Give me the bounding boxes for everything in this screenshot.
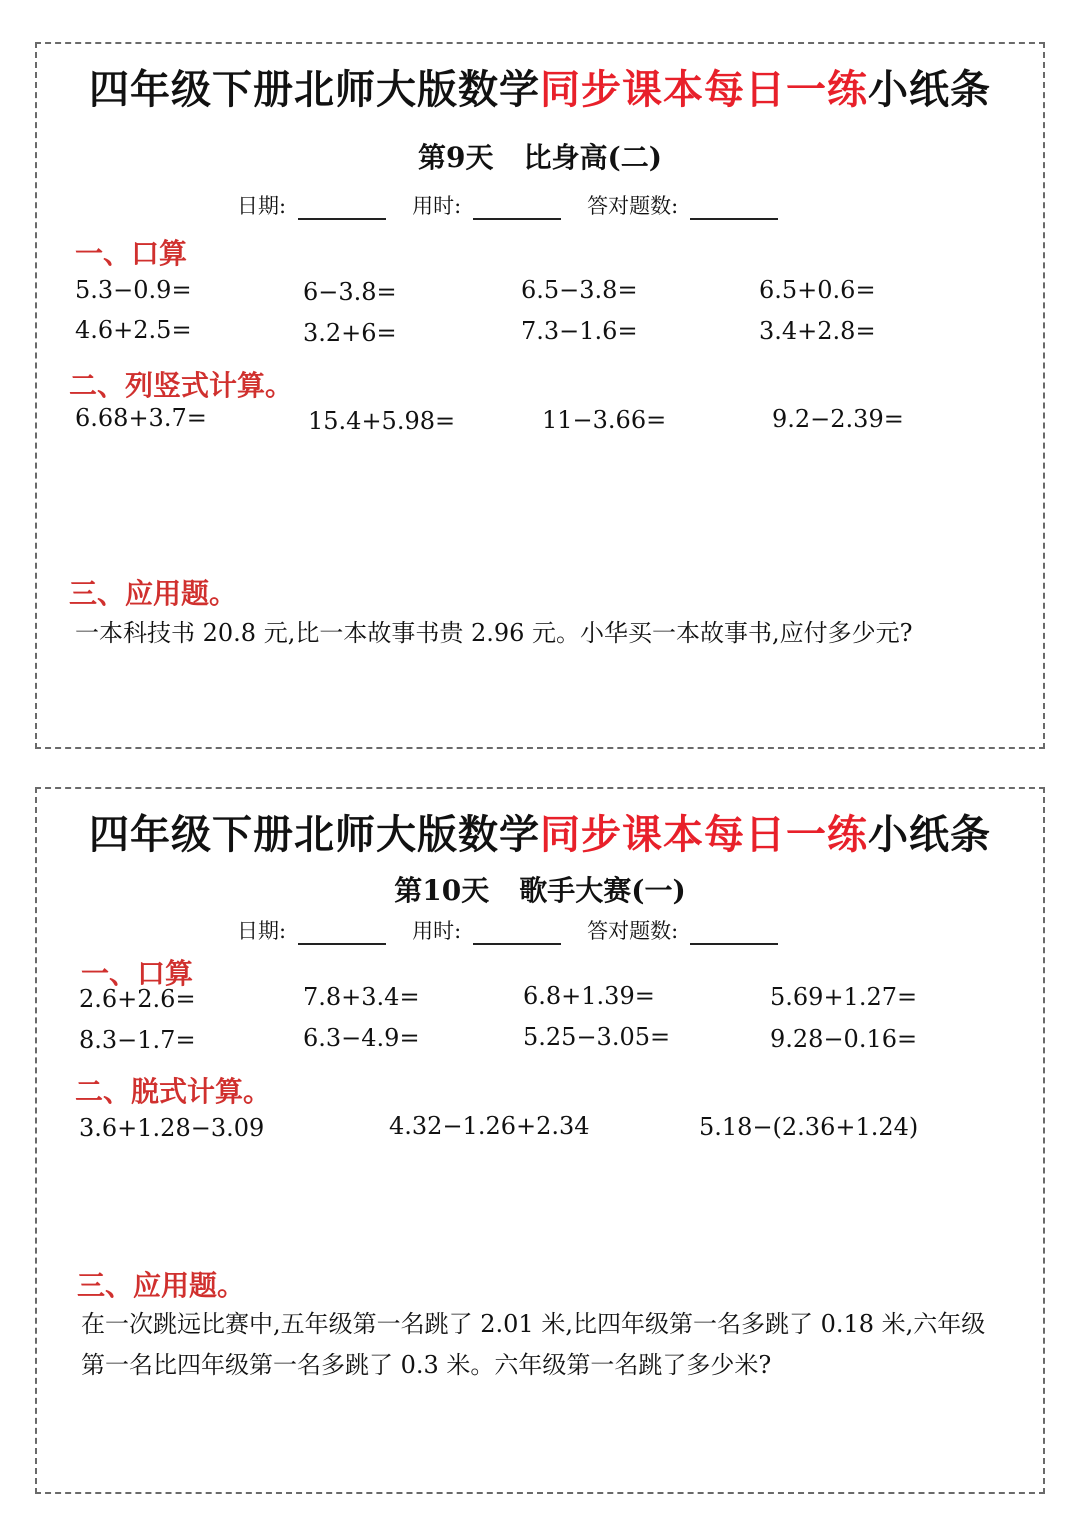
title-highlight: 同步课本每日一练	[540, 812, 868, 858]
oral-problem: 5.25−3.05=	[523, 1023, 671, 1051]
correct-count-label: 答对题数:	[587, 194, 679, 218]
title-part: 四年级下册北师大版数学	[89, 812, 540, 858]
oral-problem: 3.2+6=	[303, 319, 397, 347]
meta-row	[237, 915, 804, 945]
date-blank[interactable]	[298, 214, 386, 220]
word-problem-text: 一本科技书 20.8 元,比一本故事书贵 2.96 元。小华买一本故事书,应付多少元?	[75, 619, 913, 647]
worksheet-day9	[35, 42, 1045, 749]
oral-problem: 4.6+2.5=	[75, 316, 192, 344]
oral-problem: 6.8+1.39=	[523, 982, 655, 1010]
correct-count-blank[interactable]	[690, 214, 778, 220]
calc-problem: 15.4+5.98=	[308, 407, 456, 435]
lesson-heading	[37, 136, 1043, 176]
calc-problem: 4.32−1.26+2.34	[389, 1112, 590, 1140]
date-label: 日期:	[237, 194, 287, 218]
time-label: 用时:	[412, 194, 462, 218]
date-label: 日期:	[237, 919, 287, 943]
time-blank[interactable]	[473, 214, 561, 220]
calc-problem: 9.2−2.39=	[772, 405, 904, 433]
oral-problem: 6−3.8=	[303, 278, 397, 306]
calc-problem: 6.68+3.7=	[75, 404, 207, 432]
correct-count-blank[interactable]	[690, 939, 778, 945]
section-word-problem: 三、应用题。	[77, 1269, 246, 1302]
calc-problem: 11−3.66=	[542, 406, 667, 434]
oral-problem: 8.3−1.7=	[79, 1026, 196, 1054]
day-number: 第9天	[418, 141, 494, 174]
title-part: 小纸条	[868, 812, 991, 858]
calc-problem: 3.6+1.28−3.09	[79, 1114, 265, 1142]
oral-problem: 7.8+3.4=	[303, 983, 420, 1011]
lesson-name: 比身高(二)	[523, 141, 662, 174]
oral-problem: 6.5+0.6=	[759, 276, 876, 304]
meta-row	[237, 190, 804, 220]
oral-problem: 2.6+2.6=	[79, 985, 196, 1013]
time-blank[interactable]	[473, 939, 561, 945]
section-oral: 一、口算	[75, 237, 188, 270]
day-number: 第10天	[394, 874, 490, 907]
worksheet-title	[37, 803, 1043, 860]
section-step-calc: 二、脱式计算。	[75, 1075, 272, 1108]
word-problem-text: 在一次跳远比赛中,五年级第一名跳了 2.01 米,比四年级第一名多跳了 0.18 米,六年级第一名比四年级第一名多跳了 0.3 米。六年级第一名跳了多少米?	[81, 1310, 986, 1379]
worksheet-day10	[35, 787, 1045, 1494]
section-word-problem: 三、应用题。	[69, 577, 238, 610]
title-part: 小纸条	[868, 67, 991, 113]
oral-problem: 9.28−0.16=	[770, 1025, 918, 1053]
oral-problem: 7.3−1.6=	[521, 317, 638, 345]
oral-problem: 6.5−3.8=	[521, 276, 638, 304]
section-oral: 一、口算	[81, 957, 194, 990]
lesson-name: 歌手大赛(一)	[519, 874, 686, 907]
lesson-heading	[37, 869, 1043, 909]
calc-problem: 5.18−(2.36+1.24)	[699, 1113, 919, 1141]
oral-problem: 6.3−4.9=	[303, 1024, 420, 1052]
oral-problem: 3.4+2.8=	[759, 317, 876, 345]
title-part: 四年级下册北师大版数学	[89, 67, 540, 113]
date-blank[interactable]	[298, 939, 386, 945]
worksheet-title	[37, 58, 1043, 115]
time-label: 用时:	[412, 919, 462, 943]
oral-problem: 5.3−0.9=	[75, 276, 192, 304]
oral-problem: 5.69+1.27=	[770, 983, 918, 1011]
section-vertical-calc: 二、列竖式计算。	[69, 369, 294, 402]
correct-count-label: 答对题数:	[587, 919, 679, 943]
title-highlight: 同步课本每日一练	[540, 67, 868, 113]
